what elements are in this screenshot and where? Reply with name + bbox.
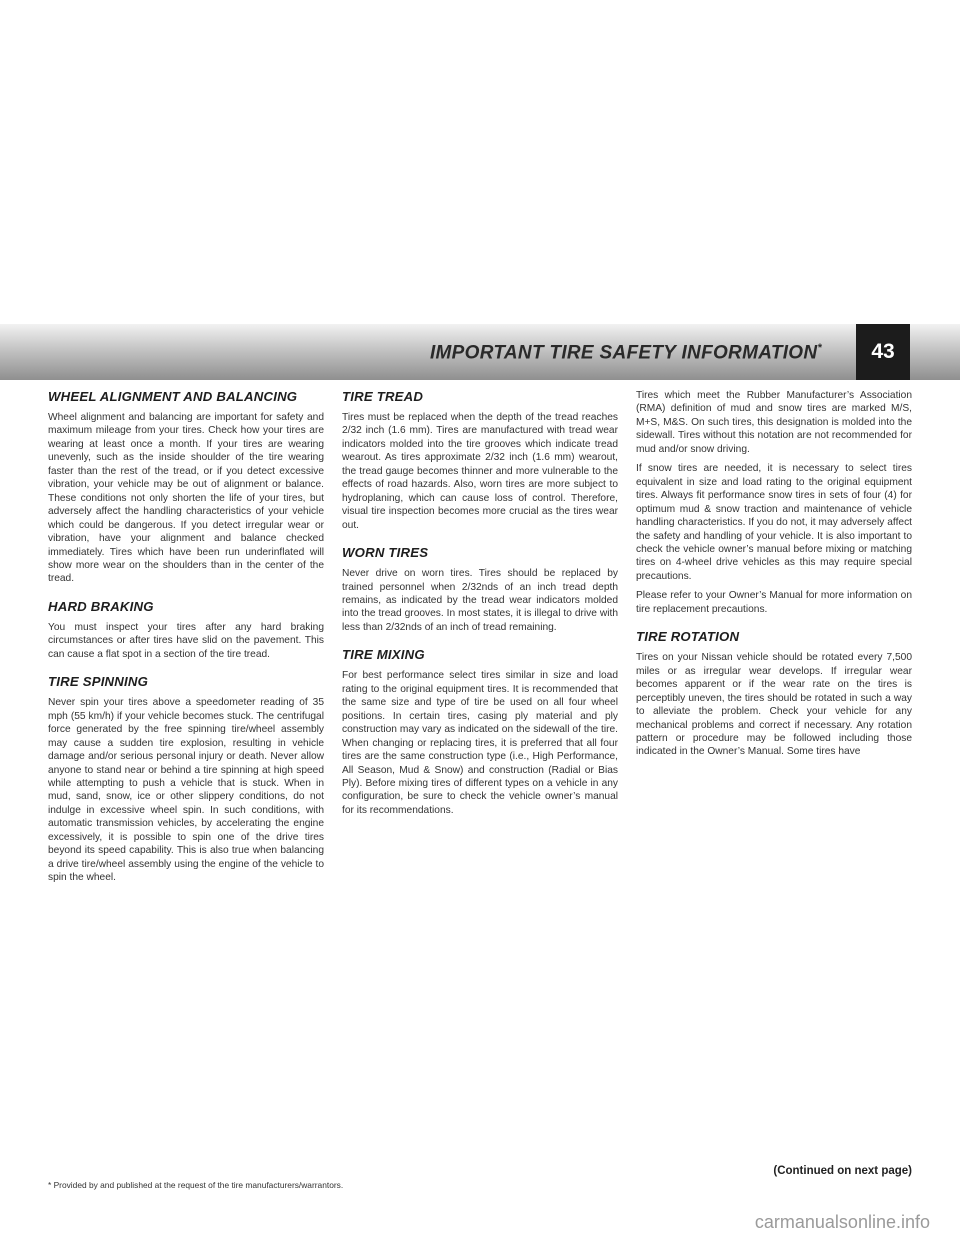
page-number: 43: [856, 324, 910, 380]
text-tire-tread: Tires must be replaced when the depth of the tread reaches 2/32 inch (1.6 mm). Tires are manufactured with tread wear indicators molded into the tire grooves which indicate tread wearout. As tires approximate 2/32 inch (1.6 mm) wearout, the tread gauge becomes thinner and more vulnerable to the effects of road hazards. Also, worn tires are more subject to hydroplaning, which can cause loss of control. Therefore, visual tire inspection becomes more crucial as the tires wear out.: [342, 412, 618, 531]
heading-wheel-alignment: WHEEL ALIGNMENT AND BALANCING: [48, 389, 298, 404]
heading-tire-rotation: TIRE ROTATION: [636, 629, 740, 645]
text-tire-rotation: Tires on your Nissan vehicle should be rotated every 7,500 miles or as irregular wear develops. If irregular wear becomes apparent or if the wear rate on the tires is perceptibly uneven, the tires should be rotated in such a way to alleviate the problem. Check your vehicle for any mechanical problems and correct if necessary. Any rotation pattern or procedure may be followed including those indicated in the Owner’s Manual. Some tires have: [636, 652, 912, 758]
page-title: IMPORTANT TIRE SAFETY INFORMATION*: [429, 342, 822, 364]
text-tire-mixing: For best performance select tires similar in size and load rating to the original equipment tires. It is recommended that the same size and type of tire be used on all four wheel positions. In certain tires, casing ply material and ply construction may vary as indicated on the sidewall of the tire. When changing or replacing tires, it is preferred that all four tires are the same construction type (i.e., High Performance, All Season, Mud & Snow) and construction (Radial or Bias Ply). Before mixing tires of different types on a vehicle in any configuration, be sure to check the vehicle owner’s manual for its recommendations.: [342, 670, 618, 816]
text-worn-tires: Never drive on worn tires. Tires should be replaced by trained personnel when 2/32nds of an inch tread depth remains, as indicated by the tread wear indicators molded into the tread grooves. In most states, it is illegal to drive with less than 2/32nds of an inch of tread remaining.: [342, 568, 618, 633]
title-footnote-mark: *: [817, 342, 822, 354]
heading-hard-braking: HARD BRAKING: [48, 598, 154, 614]
heading-tire-spinning: TIRE SPINNING: [48, 674, 149, 690]
text-tire-spinning: Never spin your tires above a speedometer reading of 35 mph (55 km/h) if your vehicle becomes stuck. The centrifugal force generated by the free spinning tire/wheel assembly may cause a sudden tire explosion, resulting in vehicle damage and/or serious personal injury or death. Never allow anyone to stand near or behind a tire spinning at high speed while attempting to push a vehicle that is stuck. When in mud, sand, snow, ice or other slippery conditions, do not indulge in excessive wheel spin. In such conditions, with automatic transmission vehicles, by accelerating the engine excessively, it is possible to spin one of the drive tires beyond its speed capability. This is also true when balancing a drive tire/wheel assembly using the engine of the vehicle to spin the wheel.: [48, 697, 324, 884]
text-rma-definition: Tires which meet the Rubber Manufacturer’s Association (RMA) definition of mud and snow tires are marked M/S, M+S, M&S. On such tires, this designation is molded into the sidewall. Tires without this notation are not recommended for mud and/or snow driving.: [636, 390, 912, 455]
text-hard-braking: You must inspect your tires after any hard braking circumstances or after tires have slid on the pavement. This can cause a flat spot in a section of the tire tread.: [48, 621, 324, 660]
column-2: [342, 389, 618, 823]
text-owners-manual: Please refer to your Owner’s Manual for more information on tire replacement precautions.: [636, 590, 912, 615]
heading-tire-tread: TIRE TREAD: [342, 389, 424, 404]
text-snow-tires: If snow tires are needed, it is necessary to select tires equivalent in size and load rating to the original equipment tires. Always fit performance snow tires in sets of four (4) for optimum mud & snow traction and maintenance of vehicle handling characteristics. If you do not, it may adversely affect the safety and handling of your vehicle. It is also important to check the vehicle owner’s manual before mixing or matching tires on 4-wheel drive vehicles as this may require special precautions.: [636, 463, 912, 582]
heading-tire-mixing: TIRE MIXING: [342, 647, 425, 663]
text-wheel-alignment: Wheel alignment and balancing are important for safety and maximum mileage from your tires. Check how your tires are wearing at least once a month. If your tires are wearing unevenly, such as the inside shoulder of the tire wearing faster than the rest of the tread, or if you detect excessive vibration, your vehicle may be out of alignment or balance. These conditions not only shorten the life of your tires, but adversely affect the handling characteristics of your vehicle which could be dangerous. If you detect irregular wear or vibration, have your alignment and balance checked immediately. Tires which have been run underinflated will show more wear on the shoulders than in the center of the tread.: [48, 412, 324, 585]
watermark: carmanualsonline.info: [754, 1212, 930, 1232]
heading-worn-tires: WORN TIRES: [342, 545, 429, 561]
column-1: [48, 389, 324, 891]
continued-note: (Continued on next page): [773, 1165, 912, 1177]
column-3: [636, 389, 912, 765]
footnote: * Provided by and published at the request of the tire manufacturers/warrantors.: [48, 1180, 344, 1190]
